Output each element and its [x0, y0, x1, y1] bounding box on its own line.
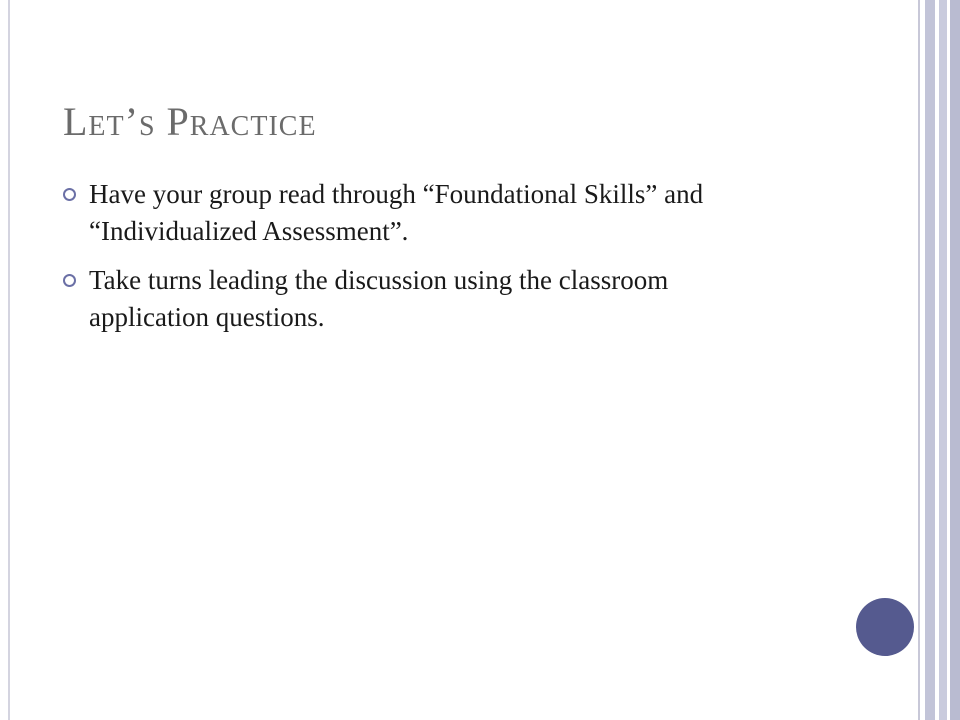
hollow-circle-icon [63, 188, 76, 201]
bullet-list [60, 176, 760, 348]
slide-title: Let’s Practice [63, 99, 317, 144]
right-decorative-bar-edge [950, 0, 960, 720]
bullet-item [60, 262, 760, 336]
right-decorative-bar [925, 0, 935, 720]
right-decorative-bar-middle [939, 0, 947, 720]
bullet-item [60, 176, 760, 250]
bullet-text: Have your group read through “Foundational Skills” and “Individualized Assessment”. [89, 179, 704, 246]
bullet-text: Take turns leading the discussion using the classroom application questions. [89, 265, 669, 332]
accent-circle [856, 598, 914, 656]
hollow-circle-icon [63, 274, 76, 287]
right-frame-line [918, 0, 920, 720]
left-frame-line [8, 0, 10, 720]
